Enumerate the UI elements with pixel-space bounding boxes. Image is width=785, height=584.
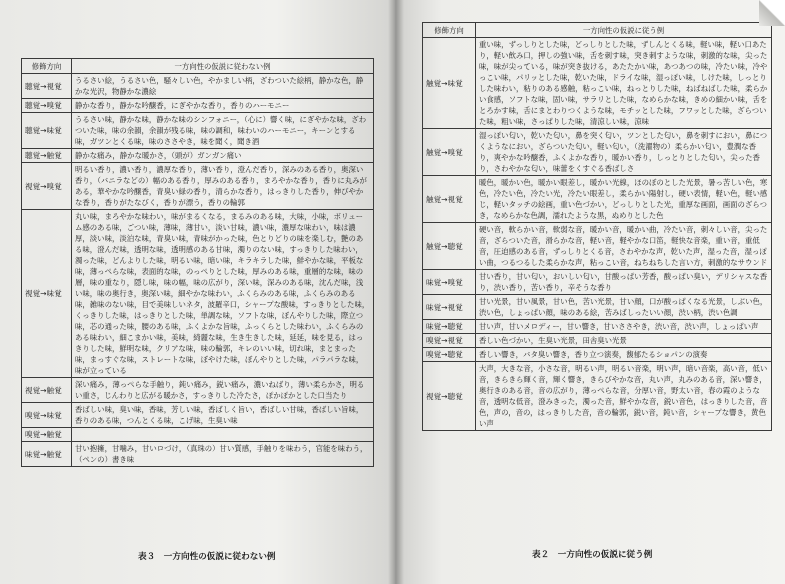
row-examples: 香ばしい味，臭い味，香味，芳しい味，香ばしく旨い，香ばしい甘味，香ばしい旨味，香りのある味，つんとくる味，こげ味，生臭い味 (72, 403, 374, 428)
row-direction: 視覚→触覚 (22, 378, 72, 403)
row-direction: 聴覚→視覚 (22, 74, 72, 99)
row-examples: 甘い香り，甘い匂い，おいしい匂い，甘酸っぱい芳香，酸っぱい臭い，デリシャスな香り，渋い香り，苦い香り，辛そうな香り (476, 270, 772, 295)
table-3-caption: 表３ 一方向性の仮説に従わない例 (138, 552, 276, 562)
row-direction: 嗅覚→視覚 (423, 334, 476, 348)
row-examples: 湿っぽい匂い，乾いた匂い，鼻を突く匂い，ツンとした匂い，鼻を刺すにおい，鼻につくようなにおい，ざらついた匂い，軽い匂い，（洗濯物の）柔らかい匂い，豊潤な香り，爽やかな吟醸香，ふくよかな香り，暖かい香り，しっとりとした匂い，尖った香り，さわやかな匂い，味蕾をくすぐる香ばしさ (476, 129, 772, 176)
row-direction: 嗅覚→味覚 (22, 403, 72, 428)
table-row (423, 223, 772, 270)
row-examples: 暖色，暖かい色，暖かい眼差し，暖かい光線，ほのぼのとした光景，暑っ苦しい色，寒色，冷たい色，冷たい光，冷たい眼差し，柔らかい陽射し，硬い表情，軽い色，軽い感じ，軽いタッチの絵画，重い色づかい，どっしりとした光，重厚な画面，画面のざらつき，なめらかな色調，濡れたような黒，ぬめりとした色 (476, 176, 772, 223)
table-row (423, 176, 772, 223)
col-header-direction: 修飾方向 (22, 59, 72, 74)
table-row (423, 295, 772, 320)
row-direction: 触覚→視覚 (423, 176, 476, 223)
row-direction: 触覚→嗅覚 (423, 129, 476, 176)
table-row (423, 38, 772, 129)
row-direction: 嗅覚→触覚 (22, 428, 72, 442)
row-examples: うるさい味，静かな味，静かな味のシンフォニー，（心に）響く味，にぎやかな味，ざわついた味，味の余韻，余韻が残る味，味の調和，味わいのハーモニー，キーンとする味，ガツンとくる味，味のささやき，味を聞く，聞き酒 (72, 113, 374, 149)
row-direction: 聴覚→嗅覚 (22, 99, 72, 113)
table-row (423, 320, 772, 334)
row-direction: 視覚→味覚 (22, 210, 72, 378)
row-direction: 触覚→味覚 (423, 38, 476, 129)
row-examples: 丸い味，まろやかな味わい，味がまるくなる，まるみのある味，大味，小味，ボリューム感のある味，ごつい味，薄味，薄甘い，淡い甘味，濃い味，濃厚な味わい，味は濃厚，淡い味，淡泊な味，青臭い味，青味がかった味，色とりどりの味を楽しむ，艶のある味，澄んだ味，透明な味，透明感のある甘味，濁りのない味，すっきりした味わい，濁った味，どんよりした味，明るい味，暗い味，キラキラした味，鮮やかな味，平板な味，薄っぺらな味，表面的な味，のっぺりとした味，厚みのある味，重層的な味，味の層，味の重なり，隠し味，味の幅，味の広がり，深い味，深みのある味，沈んだ味，浅い味，味の奥行き，奥深い味，細やかな味わい，ふくらみのある味，ふくらみのある味，雑味のない味，目で美味しいネタ，波羅辛口，シャープな酸味，すっきりとした味，くっきりした味，はっきりとした味，単調な味，ソフトな味，ぼんやりした味，際立つ味，芯の通った味，腰のある味，ふくよかな旨味，ふっくらとした味わい，ふくらみのある味わい，細こまかい味，美味，綺麗な味，生き生きした味，延延，味を見る，はっきりした味，鮮明な味，クリアな味，味の輪郭，キレのいい味，切れ味，まとまった味，まっすぐな味，ストレートな味，ぼやけた味，ぼんやりとした味，パラパラな味，味が立っている (72, 210, 374, 378)
table-3 (21, 58, 374, 467)
row-examples: 香しい色づかい，生臭い光景，田舎臭い光景 (476, 334, 772, 348)
table-2-caption: 表２ 一方向性の仮説に従う例 (532, 550, 653, 560)
row-direction: 味覚→触覚 (22, 442, 72, 467)
table-row (423, 334, 772, 348)
row-direction: 視覚→嗅覚 (22, 163, 72, 210)
row-examples: 深い痛み，薄っぺらな手触り，鈍い痛み，鋭い痛み，濃いねばり，薄い柔らかさ，明るい重さ，じんわりと広がる暖かさ，すっきりした冷たさ，ぽかぽかとした口当たり (72, 378, 374, 403)
row-direction: 触覚→聴覚 (423, 223, 476, 270)
table-row (22, 378, 374, 403)
table-3-header (22, 59, 374, 74)
row-examples: 大声，大きな音，小さな音，明るい声，明るい音楽，明い声，暗い音楽，高い音，低い音，きらきら輝く音，輝く響き，きらびやかな音，丸い声，丸みのある音，深い響き，奥行きのある音，音の広がり，薄っぺらな音，分厚い音，野太い音，春の霞のような音，透明な低音，澄みきった，濁った音，鮮やかな音，鋭い音色，はっきりした音，音色，声の，音の，はっきりした音，音の輪郭，鋭い音，鈍い音，シャープな響き，黄色い声 (476, 362, 772, 431)
row-examples: 甘い声，甘いメロディー，甘い響き，甘いささやき，渋い音，渋い声，しょっぱい声 (476, 320, 772, 334)
folded-page-corner (759, 0, 785, 26)
table-row (22, 149, 374, 163)
table-row (22, 74, 374, 99)
table-row (22, 210, 374, 378)
col-header-direction: 修飾方向 (423, 23, 476, 38)
table-row (423, 129, 772, 176)
row-examples: うるさい絵，うるさい色，騒々しい色，やかましい柄，ざわついた絵柄，静かな色，静かな光沢，物静かな濃絵 (72, 74, 374, 99)
table-row (22, 113, 374, 149)
row-direction: 聴覚→触覚 (22, 149, 72, 163)
row-examples: 硬い音，軟らかい音，軟弱な音，暖かい音，暖かい曲，冷たい音，刺々しい音，尖った音，ざらついた音，滑らかな音，軽い音，軽やかな口笛，軽快な音楽，重い音，重低音，圧迫感のある音，ずっしりとくる音，さわやかな声，乾いた声，湿った音，湿っぽい曲，つるつるした柔らかな声，粘っこい音，ねちねちした言い方，刺激的なサウンド (476, 223, 772, 270)
row-examples: 重い味，ずっしりとした味，どっしりとした味，ずしんとくる味，軽い味，軽い口あたり，軽い飲み口，押しの強い味，舌を刺す味，突き刺すような味，刺激的な味，尖った味，味が尖っている，味が突き抜ける，あたたかい味，あつあつの味，冷たい味，冷やっこい味，パリッとした味，乾いた味，ドライな味，湿っぽい味，しけた味，しっとりした味わい，粘りのある感触，粘っこい味，ねっとりした味，ねばねばした味，柔らかい食感，ソフトな味，固い味，サラリとした味，なめらかな味，きめの細かい味，舌をとろかす味，舌にまとわりつくような味，モチッとした味，フワッとした味，ざらついた味，粗い味，さっぱりした味，清涼しい味，涼味 (476, 38, 772, 129)
row-examples: 甘い抱擁，甘噛み，甘いロづけ，（真珠の）甘い質感，手触りを味わう，官能を味わう，（ペンの）書き味 (72, 442, 374, 467)
row-direction: 味覚→聴覚 (423, 320, 476, 334)
table-row (423, 348, 772, 362)
table-row (22, 403, 374, 428)
row-direction: 視覚→聴覚 (423, 362, 476, 431)
row-examples: 明るい香り，濃い香り，濃厚な香り，薄い香り，澄んだ香り，深みのある香り，奥深い香り，（バニラなどの）幅のある香り，厚みのある香り，まろやかな香り，香りに丸みがある，華やかな吟醸香，青臭い緑の香り，清らかな香り，はっきりした香り，伸びやかな香り，香りがたなびく，香りが漂う，香りの輪郭 (72, 163, 374, 210)
col-header-examples: 一方向性の仮説に従わない例 (72, 59, 374, 74)
row-examples: 静かな痛み，静かな暖かさ，（頭が）ガンガン痛い (72, 149, 374, 163)
row-direction: 聴覚→味覚 (22, 113, 72, 149)
table-row (22, 163, 374, 210)
table-row (22, 428, 374, 442)
row-examples: 甘い光景，甘い風景，甘い色，苦い光景，甘い顔，口が酸っぱくなる光景，しぶい色，渋い色，しょっぱい顔，味のある絵，苦みばしったいい顔，渋い柄，渋い色調 (476, 295, 772, 320)
row-examples (72, 428, 374, 442)
row-direction: 嗅覚→聴覚 (423, 348, 476, 362)
table-row (423, 362, 772, 431)
row-examples: 静かな香り，静かな吟醸香，にぎやかな香り，香りのハーモニー (72, 99, 374, 113)
table-row (22, 99, 374, 113)
col-header-examples: 一方向性の仮説に従う例 (476, 23, 772, 38)
table-2 (422, 22, 772, 431)
table-row (22, 442, 374, 467)
row-direction: 味覚→嗅覚 (423, 270, 476, 295)
table-row (423, 270, 772, 295)
row-direction: 味覚→視覚 (423, 295, 476, 320)
row-examples: 香しい響き，バタ臭い響き，香り立つ演奏，馥郁たるショパンの演奏 (476, 348, 772, 362)
table-2-header (423, 23, 772, 38)
book-gutter-shadow (388, 0, 404, 584)
